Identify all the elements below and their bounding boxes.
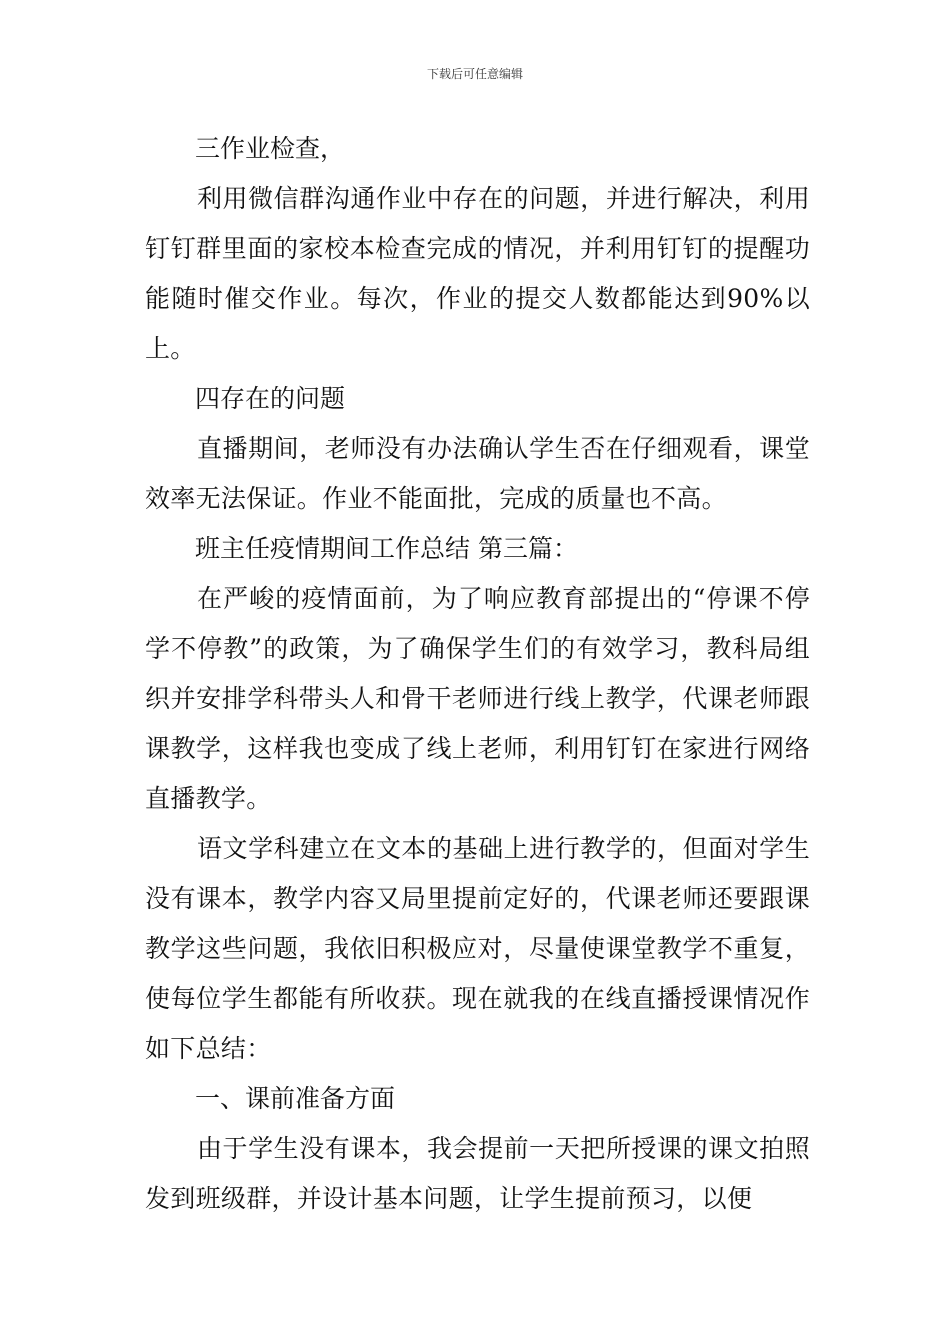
paragraph-preparation: 由于学生没有课本，我会提前一天把所授课的课文拍照发到班级群，并设计基本问题，让学生提前预习，以便 [145,1134,810,1213]
section-heading-preparation: 一、课前准备方面 [195,1084,396,1113]
section-heading-homework-check: 三作业检查， [195,134,346,163]
paragraph-intro: 在严峻的疫情面前，为了响应教育部提出的“停课不停学不停教”的政策，为了确保学生们的有效学习，教科局组织并安排学科带头人和骨干老师进行线上教学，代课老师跟课教学，这样我也变成了线上老师，利用钉钉在家进行网络直播教学。 [145,584,810,813]
article-title-third: 班主任疫情期间工作总结 第三篇： [195,534,578,563]
paragraph-homework-check: 利用微信群沟通作业中存在的问题，并进行解决，利用钉钉群里面的家校本检查完成的情况，并利用钉钉的提醒功能随时催交作业。每次，作业的提交人数都能达到90%以上。 [145,184,810,363]
page-header: 下载后可任意编辑 [426,67,523,81]
section-heading-problems: 四存在的问题 [195,384,346,413]
paragraph-chinese-subject: 语文学科建立在文本的基础上进行教学的，但面对学生没有课本，教学内容又局里提前定好的，代课老师还要跟课教学这些问题，我依旧积极应对，尽量使课堂教学不重复，使每位学生都能有所收获。现在就我的在线直播授课情况作如下总结： [145,834,810,1063]
document-body [145,124,810,1224]
paragraph-problems: 直播期间，老师没有办法确认学生否在仔细观看，课堂效率无法保证。作业不能面批，完成的质量也不高。 [145,434,810,513]
